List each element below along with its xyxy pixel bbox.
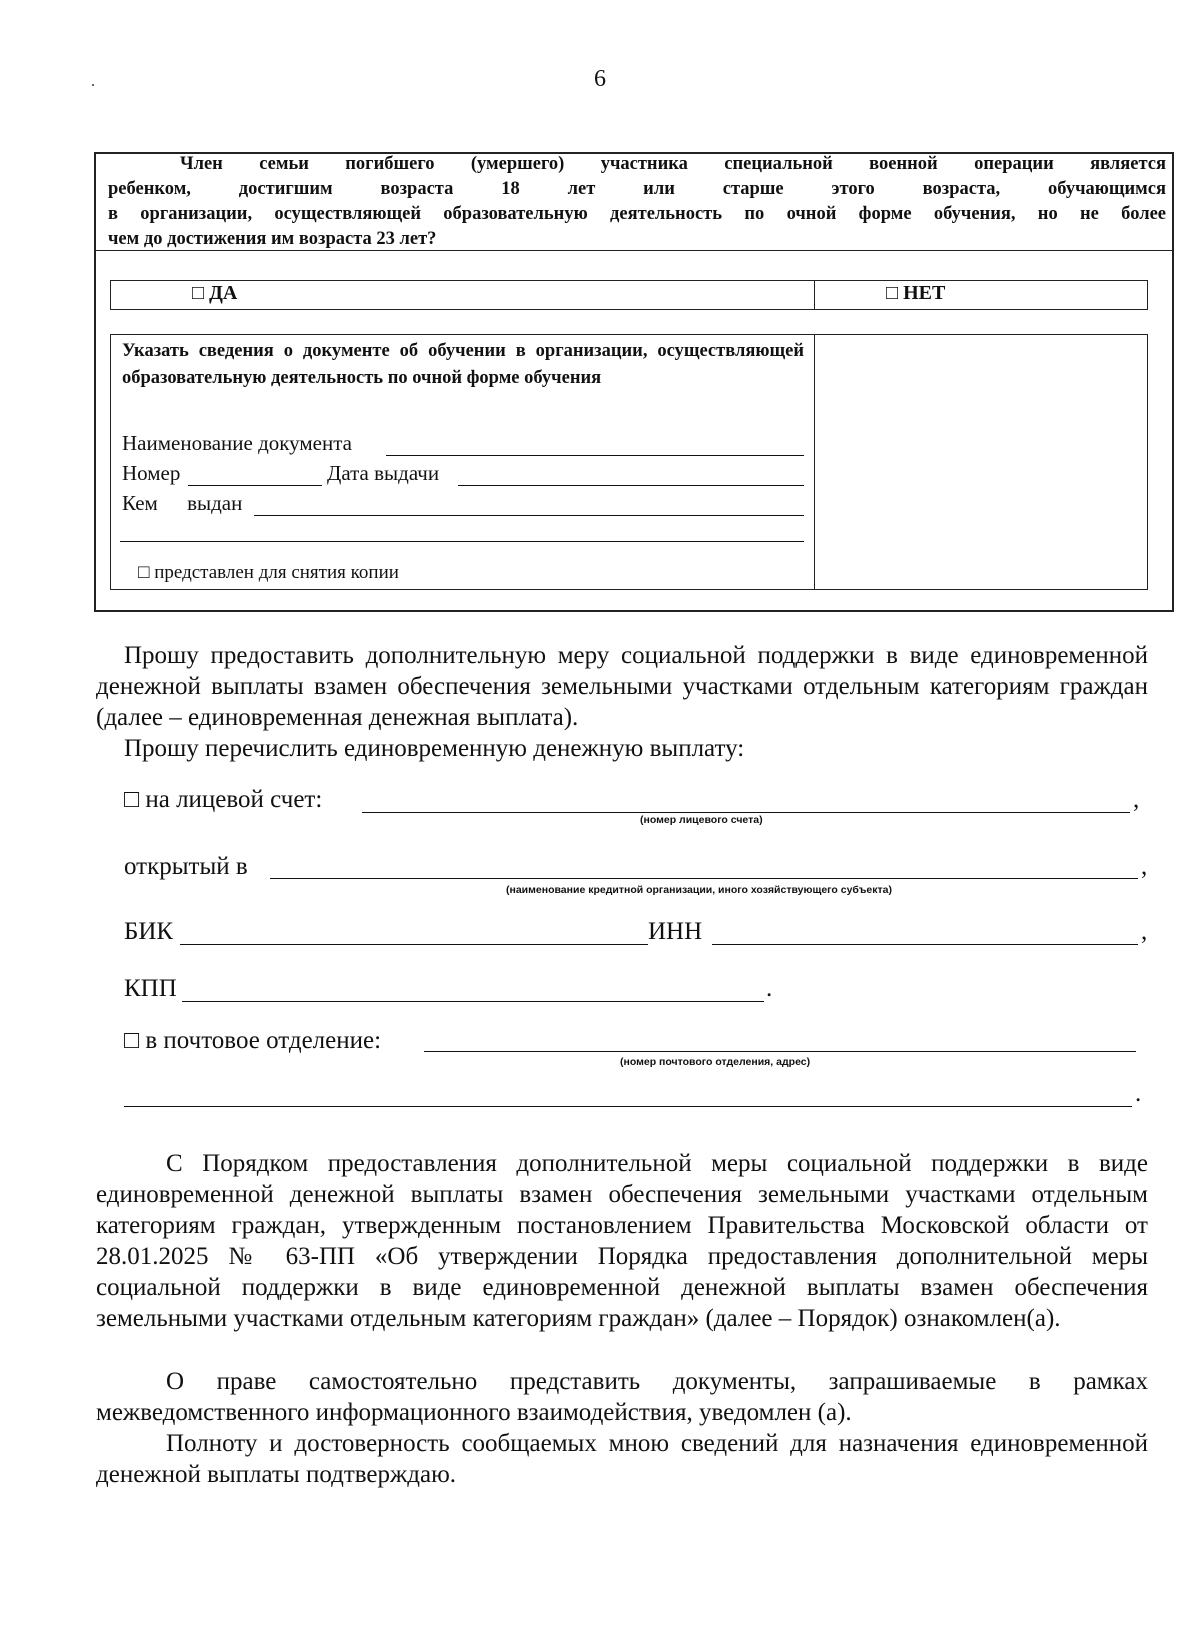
number-label: Номер	[122, 461, 181, 485]
yes-no-row	[110, 280, 1148, 310]
opened-in-label: открытый в	[124, 853, 248, 880]
request-text: Прошу предоставить дополнительную меру социальной поддержки в виде единовременной денежной выплаты взамен обеспечения земельными участками отдельным категориям граждан (далее – единовременная денежная выплата).	[96, 642, 1148, 731]
post-office-caption: (номер почтового отделения, адрес)	[620, 1056, 811, 1068]
page-number: 6	[594, 66, 606, 92]
scan-speck	[92, 84, 94, 86]
copy-checkbox[interactable]: □ представлен для снятия копии	[138, 562, 399, 583]
document-number-field[interactable]	[188, 485, 322, 486]
question-line-1: Член семьи погибшего (умершего) участника специальной военной операции является	[180, 154, 1166, 174]
document-name-row	[122, 431, 352, 456]
bank-caption: (наименование кредитной организации, иного хозяйствующего субъекта)	[506, 884, 892, 896]
transfer-text: Прошу перечислить единовременную денежную выплату:	[124, 735, 745, 762]
personal-account-field[interactable]	[362, 812, 1130, 813]
issued-by-field-2[interactable]	[120, 541, 804, 542]
post-office-checkbox[interactable]: □ в почтовое отделение:	[124, 1027, 382, 1054]
bik-field[interactable]	[180, 944, 648, 945]
document-info-divider	[814, 334, 815, 590]
opened-comma: ,	[1141, 853, 1148, 880]
issue-date-label: Дата выдачи	[327, 461, 440, 485]
kpp-period: .	[766, 975, 773, 1002]
inn-comma: ,	[1141, 918, 1148, 945]
account-caption: (номер лицевого счета)	[640, 814, 763, 826]
kpp-field[interactable]	[182, 1001, 764, 1002]
question-line-4: чем до достижения им возраста 23 лет?	[108, 229, 437, 249]
document-name-field[interactable]	[386, 455, 804, 456]
bank-name-field[interactable]	[270, 878, 1138, 879]
transfer-paragraph	[96, 733, 1148, 764]
inn-field[interactable]	[712, 944, 1138, 945]
bik-label: БИК	[124, 918, 174, 945]
account-comma: ,	[1133, 786, 1140, 813]
issued-by-label: Кем выдан	[122, 491, 243, 515]
question-line-2: ребенком, достигшим возраста 18 лет или старше этого возраста, обучающимся	[108, 179, 1166, 199]
question-line-3: в организации, осуществляющей образовательную деятельность по очной форме обучения, но не более	[108, 204, 1166, 224]
issue-date-field[interactable]	[458, 485, 804, 486]
yes-no-divider	[814, 280, 815, 310]
question-text	[108, 152, 1166, 252]
acknowledgement-text-1: С Порядком предоставления дополнительной меры социальной поддержки в виде единовременной денежной выплаты взамен обеспечения земельными участками отдельным категориям граждан, утвержденным постановлением Правительства Московской области от 28.01.2025 № 63-ПП «Об утверждении Порядка предоставления дополнительной меры социальной поддержки в виде единовременной денежной выплаты взамен обеспечения земельными участками отдельным категориям граждан» (далее – Порядок) ознакомлен(а).	[96, 1150, 1148, 1332]
acknowledgement-paragraph-1	[96, 1148, 1148, 1334]
post-office-period: .	[1135, 1080, 1142, 1107]
yes-checkbox[interactable]: □ ДА	[192, 282, 238, 304]
acknowledgement-paragraph-3	[96, 1428, 1148, 1490]
document-info-title: Указать сведения о документе об обучении в организации, осуществляющей образовательную деятельность по очной форме обучения	[122, 341, 804, 388]
request-paragraph	[96, 640, 1148, 733]
no-checkbox[interactable]: □ НЕТ	[886, 282, 946, 304]
post-office-field-2[interactable]	[124, 1106, 1132, 1107]
post-office-field[interactable]	[424, 1051, 1136, 1052]
acknowledgement-text-2: О праве самостоятельно представить документы, запрашиваемые в рамках межведомственного информационного взаимодействия, уведомлен (а).	[96, 1368, 1148, 1426]
kpp-label: КПП	[124, 975, 177, 1002]
acknowledgement-paragraph-2	[96, 1366, 1148, 1428]
inn-label: ИНН	[648, 918, 703, 945]
personal-account-checkbox[interactable]: □ на лицевой счет:	[124, 786, 323, 813]
document-name-label: Наименование документа	[122, 431, 352, 455]
issued-by-field[interactable]	[254, 515, 804, 516]
acknowledgement-text-3: Полноту и достоверность сообщаемых мною сведений для назначения единовременной денежной выплаты подтверждаю.	[96, 1430, 1148, 1488]
